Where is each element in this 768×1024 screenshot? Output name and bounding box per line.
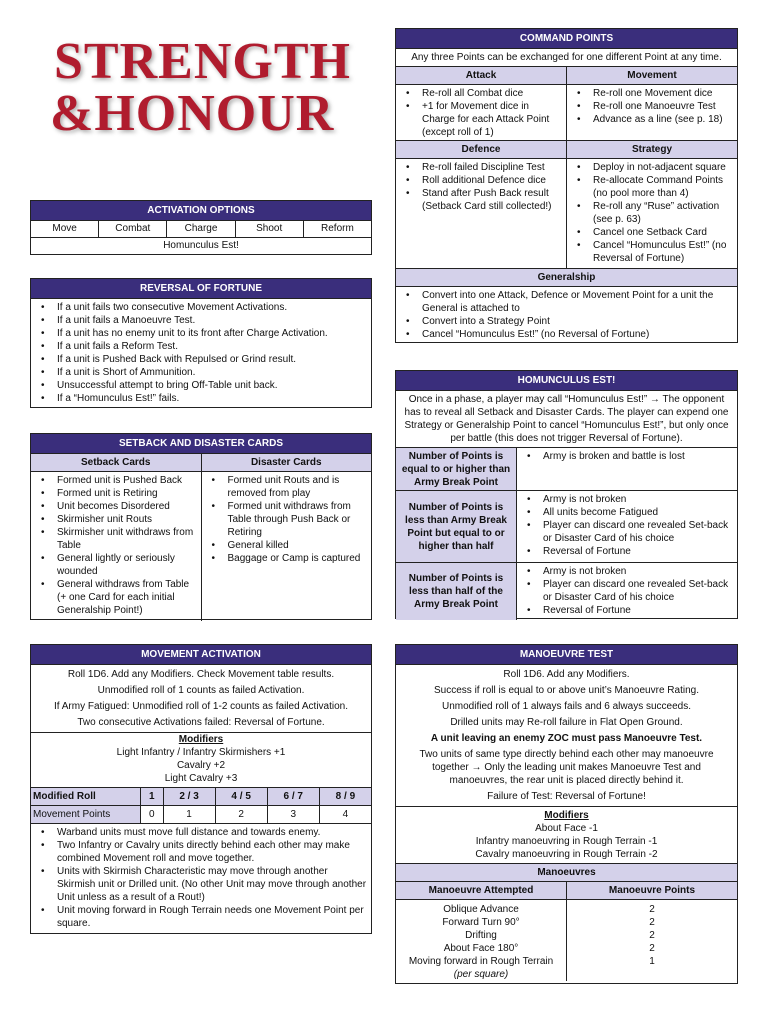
- homunculus-intro: Once in a phase, a player may call “Homunculus Est!” → The opponent has to reveal all Setback and Disaster Cards. The player can expend one Strategy or Generalship Point to cancel “Homunculus Est!”, but only once per battle (this does not trigger Reversal of Fortune).: [396, 391, 737, 448]
- generalship-item: • Convert into one Attack, Defence or Movement Point for a unit the General is attached to: [400, 289, 733, 315]
- disaster-item: • Baggage or Camp is captured: [206, 552, 368, 565]
- generalship-item: • Convert into a Strategy Point: [400, 315, 733, 328]
- movement-header: Movement: [566, 67, 737, 85]
- homunculus-result: • Reversal of Fortune: [521, 604, 733, 617]
- attack-item: • Re-roll all Combat dice: [400, 87, 562, 100]
- setback-item: • Skirmisher unit withdraws from Table: [35, 526, 197, 552]
- manoeuvre-line: Success if roll is equal to or above unit’s Manoeuvre Rating.: [434, 685, 699, 696]
- movement-rule: • Units with Skirmish Characteristic may move through another Skirmish unit or Drilled unit. (No other Unit may move through another Unit unless as a result of a Rout!): [35, 865, 367, 904]
- reversal-item: • Unsuccessful attempt to bring Off-Table unit back.: [35, 379, 367, 392]
- manoeuvre-name: About Face 180°: [443, 943, 519, 954]
- homunculus-row-label: Number of Points is less than Army Break Point but equal to or higher than half: [396, 491, 516, 562]
- disaster-col-header: Disaster Cards: [201, 454, 372, 472]
- movement-table-cell: Movement Points: [31, 806, 141, 824]
- activation-footer: Homunculus Est!: [163, 240, 239, 251]
- movement-table: [30, 787, 372, 824]
- manoeuvre-name: Forward Turn 90°: [442, 917, 520, 928]
- movement-table-cell: 4: [319, 806, 371, 824]
- reversal-item: • If a unit fails a Reform Test.: [35, 340, 367, 353]
- game-logo: [46, 28, 356, 156]
- manoeuvre-name: Moving forward in Rough Terrain: [408, 956, 554, 967]
- setback-item: • General withdraws from Table (+ one Card for each initial Generalship Point!): [35, 578, 197, 617]
- manoeuvre-name: Oblique Advance: [443, 904, 519, 915]
- strategy-item: • Cancel one Setback Card: [571, 226, 733, 239]
- homunculus-result: • Player can discard one revealed Set-back or Disaster Card of his choice: [521, 519, 733, 545]
- movement-item: • Advance as a line (see p. 18): [571, 113, 733, 126]
- manoeuvre-line: Two units of same type directly behind each other may manoeuvre together → Only the leading unit makes Manoeuvre Test and manoeuvres, the rear unit is placed directly behind it.: [419, 749, 714, 786]
- movement-table-cell: 2: [215, 806, 267, 824]
- manoeuvre-modifier: Infantry manoeuvring in Rough Terrain -1: [475, 836, 658, 847]
- movement-line: Roll 1D6. Add any Modifiers. Check Movement table results.: [67, 669, 335, 680]
- logo-line-1: STRENGTH: [54, 33, 351, 90]
- setback-item: • Formed unit is Retiring: [35, 487, 197, 500]
- generalship-header: Generalship: [396, 269, 737, 287]
- strategy-item: • Re-allocate Command Points (no pool more than 4): [571, 174, 733, 200]
- manoeuvre-line: Drilled units may Re-roll failure in Flat Open Ground.: [450, 717, 683, 728]
- manoeuvre-points: 1: [649, 956, 655, 967]
- movement-table-cell: 3: [267, 806, 319, 824]
- movement-item: • Re-roll one Manoeuvre Test: [571, 100, 733, 113]
- homunculus-result: • Army is not broken: [521, 565, 733, 578]
- setback-col-header: Setback Cards: [31, 454, 201, 472]
- option-reform: Reform: [303, 221, 371, 237]
- movement-title: MOVEMENT ACTIVATION: [31, 645, 371, 665]
- command-points-panel: [395, 28, 738, 343]
- manoeuvre-line: Failure of Test: Reversal of Fortune!: [396, 787, 737, 807]
- movement-item: • Re-roll one Movement dice: [571, 87, 733, 100]
- homunculus-row-label: Number of Points is equal to or higher than Army Break Point: [396, 448, 516, 490]
- defence-header: Defence: [396, 141, 566, 159]
- strategy-item: • Cancel “Homunculus Est!” (no Reversal of Fortune): [571, 239, 733, 265]
- homunculus-title: HOMUNCULUS EST!: [396, 371, 737, 391]
- reversal-item: • If a unit has no enemy unit to its front after Charge Activation.: [35, 327, 367, 340]
- movement-table-cell: 0: [141, 806, 164, 824]
- disaster-item: • Formed unit Routs and is removed from play: [206, 474, 368, 500]
- manoeuvre-points: 2: [649, 930, 655, 941]
- movement-line: Unmodified roll of 1 counts as failed Activation.: [97, 685, 305, 696]
- attack-item: • +1 for Movement dice in Charge for each Attack Point (except roll of 1): [400, 100, 562, 139]
- manoeuvre-points: 2: [649, 904, 655, 915]
- disaster-item: • General killed: [206, 539, 368, 552]
- logo-line-2: &HONOUR: [50, 85, 335, 142]
- attack-header: Attack: [396, 67, 566, 85]
- movement-table-header: 6 / 7: [267, 788, 319, 806]
- defence-item: • Stand after Push Back result (Setback Card still collected!): [400, 187, 562, 213]
- strategy-item: • Re-roll any “Ruse” activation (see p. 63): [571, 200, 733, 226]
- setback-item: • General lightly or seriously wounded: [35, 552, 197, 578]
- manoeuvre-name: Drifting: [465, 930, 497, 941]
- homunculus-result: • Player can discard one revealed Set-back or Disaster Card of his choice: [521, 578, 733, 604]
- option-charge: Charge: [166, 221, 234, 237]
- movement-line: Two consecutive Activations failed: Reversal of Fortune.: [31, 713, 371, 733]
- manoeuvre-points: 2: [649, 943, 655, 954]
- reversal-item: • If a “Homunculus Est!” fails.: [35, 392, 367, 405]
- command-intro: Any three Points can be exchanged for one different Point at any time.: [396, 49, 737, 67]
- reversal-item: • If a unit fails a Manoeuvre Test.: [35, 314, 367, 327]
- disaster-item: • Formed unit withdraws from Table through Push Back or Retiring: [206, 500, 368, 539]
- setback-item: • Skirmisher unit Routs: [35, 513, 197, 526]
- movement-line: If Army Fatigued: Unmodified roll of 1-2 counts as failed Activation.: [53, 701, 349, 712]
- manoeuvre-modifier: About Face -1: [535, 823, 598, 834]
- manoeuvre-modifier: Cavalry manoeuvring in Rough Terrain -2: [475, 849, 658, 860]
- manoeuvre-line: A unit leaving an enemy ZOC must pass Manoeuvre Test.: [430, 733, 703, 744]
- reversal-title: REVERSAL OF FORTUNE: [31, 279, 371, 299]
- movement-rule: • Warband units must move full distance and towards enemy.: [35, 826, 367, 839]
- manoeuvre-line: Unmodified roll of 1 always fails and 6 always succeeds.: [441, 701, 691, 712]
- movement-table-cell: 1: [163, 806, 215, 824]
- setback-disaster-panel: [30, 433, 372, 620]
- movement-modifier: Light Infantry / Infantry Skirmishers +1: [116, 747, 286, 758]
- movement-table-header: 1: [141, 788, 164, 806]
- option-combat: Combat: [98, 221, 166, 237]
- strategy-item: • Deploy in not-adjacent square: [571, 161, 733, 174]
- defence-item: • Re-roll failed Discipline Test: [400, 161, 562, 174]
- movement-modifier: Light Cavalry +3: [164, 773, 238, 784]
- manoeuvre-title: MANOEUVRE TEST: [396, 645, 737, 665]
- manoeuvre-points: 2: [649, 917, 655, 928]
- homunculus-est-panel: [395, 370, 738, 619]
- activation-options-title: ACTIVATION OPTIONS: [31, 201, 371, 221]
- defence-item: • Roll additional Defence dice: [400, 174, 562, 187]
- homunculus-row-label: Number of Points is less than half of the Army Break Point: [396, 563, 516, 620]
- manoeuvre-note: (per square): [453, 969, 509, 980]
- option-move: Move: [52, 223, 77, 234]
- movement-activation-panel: [30, 644, 372, 934]
- manoeuvre-points-col-header: Manoeuvre Points: [566, 882, 737, 899]
- homunculus-result: • Army is not broken: [521, 493, 733, 506]
- reversal-item: • If a unit fails two consecutive Movement Activations.: [35, 301, 367, 314]
- manoeuvre-modifiers-title: Modifiers: [544, 810, 589, 821]
- reversal-item: • If a unit is Short of Ammunition.: [35, 366, 367, 379]
- reversal-of-fortune-panel: [30, 278, 372, 408]
- homunculus-result: • Army is broken and battle is lost: [521, 450, 733, 463]
- activation-options-panel: [30, 200, 372, 255]
- homunculus-result: • Reversal of Fortune: [521, 545, 733, 558]
- movement-table-header: 2 / 3: [163, 788, 215, 806]
- movement-table-header: 4 / 5: [215, 788, 267, 806]
- strategy-header: Strategy: [566, 141, 737, 159]
- movement-table-header: 8 / 9: [319, 788, 371, 806]
- movement-rule: • Unit moving forward in Rough Terrain needs one Movement Point per square.: [35, 904, 367, 930]
- reversal-item: • If a unit is Pushed Back with Repulsed or Grind result.: [35, 353, 367, 366]
- manoeuvres-header: Manoeuvres: [396, 863, 737, 882]
- generalship-item: • Cancel “Homunculus Est!” (no Reversal of Fortune): [400, 328, 733, 341]
- movement-rule: • Two Infantry or Cavalry units directly behind each other may make combined Movement roll and move together.: [35, 839, 367, 865]
- manoeuvre-test-panel: [395, 644, 738, 984]
- setback-item: • Formed unit is Pushed Back: [35, 474, 197, 487]
- manoeuvre-line: Roll 1D6. Add any Modifiers.: [503, 669, 630, 680]
- setback-item: • Unit becomes Disordered: [35, 500, 197, 513]
- option-shoot: Shoot: [235, 221, 303, 237]
- command-points-title: COMMAND POINTS: [396, 29, 737, 49]
- setback-title: SETBACK AND DISASTER CARDS: [31, 434, 371, 454]
- movement-table-header: Modified Roll: [31, 788, 141, 806]
- manoeuvre-col-header: Manoeuvre Attempted: [396, 882, 566, 899]
- homunculus-result: • All units become Fatigued: [521, 506, 733, 519]
- movement-modifier: Cavalry +2: [176, 760, 226, 771]
- movement-modifiers-title: Modifiers: [178, 734, 224, 745]
